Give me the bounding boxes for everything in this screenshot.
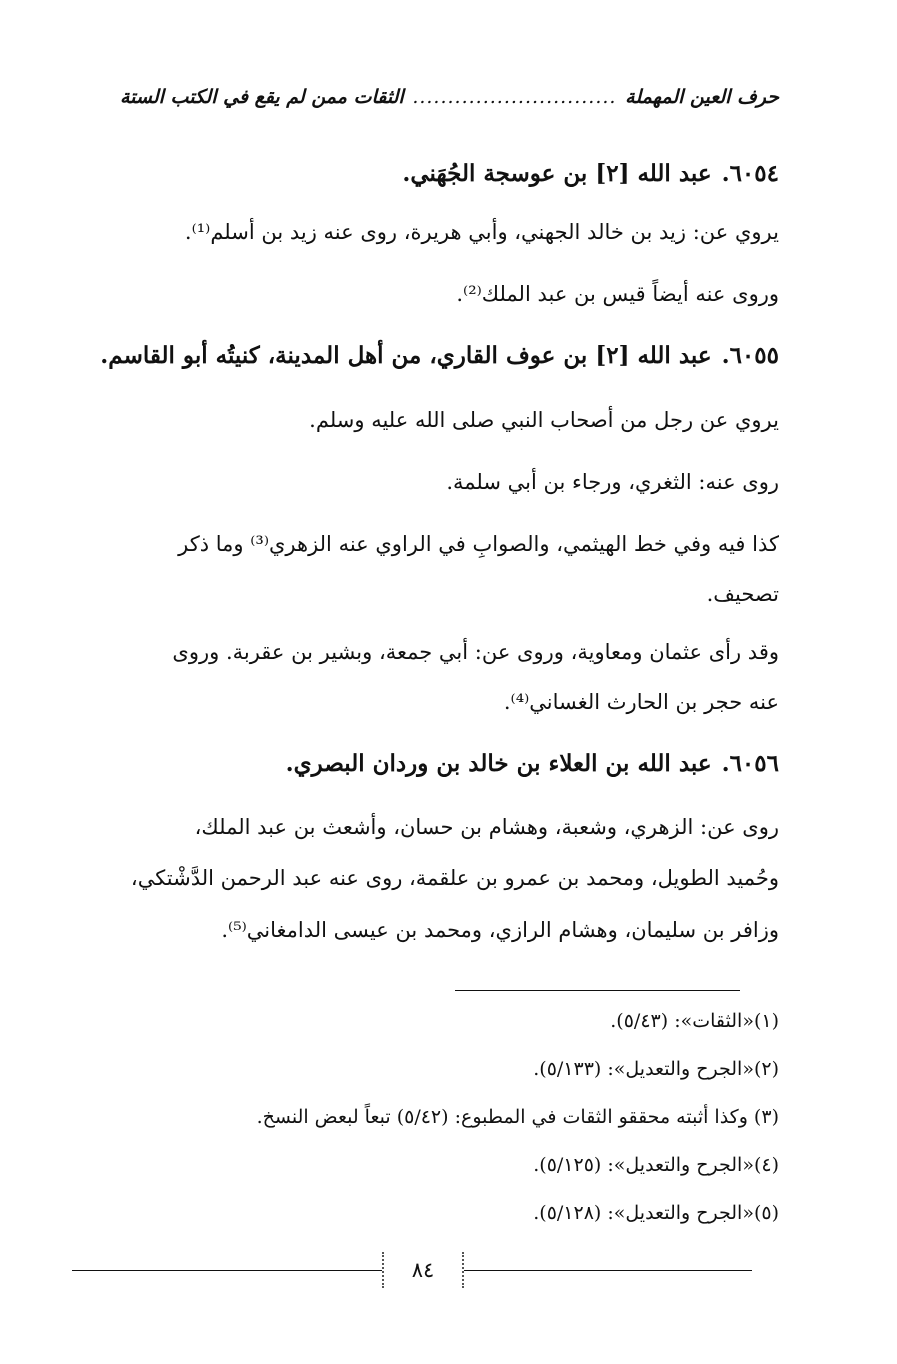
footnote-1: (١)«الثقات»: (٥/٤٣). (610, 1010, 779, 1032)
entry-title: عبد الله [٢] بن عوف القاري، من أهل المدينة، كنيتُه أبو القاسم. (100, 342, 712, 369)
page-number: ٨٤ (382, 1252, 464, 1288)
entry-heading-6056 (100, 750, 779, 777)
entry-heading-6055 (100, 342, 779, 369)
entry-text-line: عنه حجر بن الحارث الغساني⁽⁴⁾. (503, 690, 779, 714)
entry-number: ٦٠٥٦. (721, 750, 779, 777)
running-header (120, 86, 779, 108)
entry-text-line: وروى عنه أيضاً قيس بن عبد الملك⁽²⁾. (456, 282, 779, 306)
entry-text-line: كذا فيه وفي خط الهيثمي، والصوابِ في الراوي عنه الزهري⁽³⁾ وما ذكر (178, 532, 779, 556)
entry-heading-6054 (100, 160, 779, 187)
entry-text-line: روى عن: الزهري، وشعبة، وهشام بن حسان، وأشعث بن عبد الملك، (194, 815, 779, 839)
entry-text-line: روى عنه: الثغري، ورجاء بن أبي سلمة. (446, 470, 779, 494)
header-chapter-title: حرف العين المهملة (625, 86, 779, 108)
entry-text-line: وقد رأى عثمان ومعاوية، وروى عن: أبي جمعة، وبشير بن عقربة. وروى (172, 640, 779, 664)
header-book-title: الثقات ممن لم يقع في الكتب الستة (120, 86, 404, 108)
entry-text-line: تصحيف. (706, 582, 779, 606)
entry-number: ٦٠٥٥. (721, 342, 779, 369)
entry-title: عبد الله [٢] بن عوسجة الجُهَني. (402, 160, 712, 187)
footnote-4: (٤)«الجرح والتعديل»: (٥/١٢٥). (533, 1154, 779, 1176)
entry-text-line: يروي عن رجل من أصحاب النبي صلى الله عليه وسلم. (309, 408, 779, 432)
footnote-separator (455, 990, 740, 991)
footnote-5: (٥)«الجرح والتعديل»: (٥/١٢٨). (533, 1202, 779, 1224)
entry-title: عبد الله بن العلاء بن خالد بن وردان البصري. (285, 750, 712, 777)
footnote-2: (٢)«الجرح والتعديل»: (٥/١٣٣). (533, 1058, 779, 1080)
entry-number: ٦٠٥٤. (721, 160, 779, 187)
header-dots: ............................. (412, 86, 617, 108)
entry-text-line: وحُميد الطويل، ومحمد بن عمرو بن علقمة، روى عنه عبد الرحمن الدَّشْتكي، (130, 866, 779, 890)
entry-text-line: يروي عن: زيد بن خالد الجهني، وأبي هريرة، روى عنه زيد بن أسلم⁽¹⁾. (184, 220, 779, 244)
footnote-3: (٣) وكذا أثبته محققو الثقات في المطبوع: (٥/٤٢) تبعاً لبعض النسخ. (256, 1106, 779, 1128)
entry-text-line: وزافر بن سليمان، وهشام الرازي، ومحمد بن عيسى الدامغاني⁽⁵⁾. (221, 918, 779, 942)
